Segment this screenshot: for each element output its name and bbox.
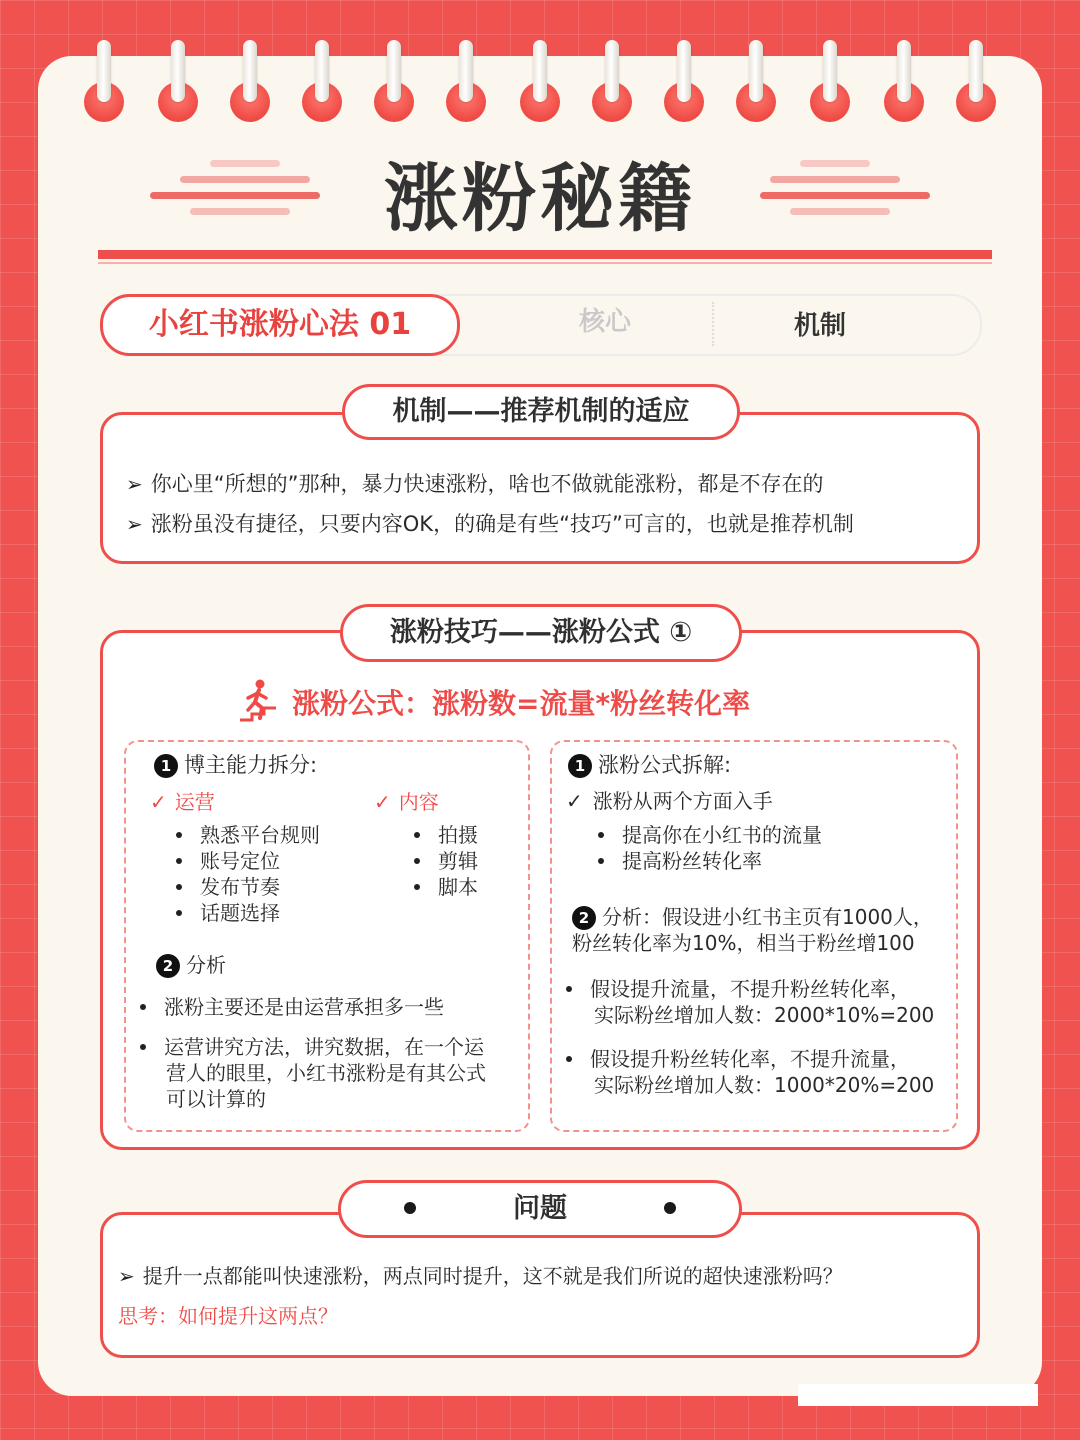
mechanism-line-2: ➢ 涨粉虽没有捷径，只要内容OK，的确是有些“技巧”可言的，也就是推荐机制 xyxy=(126,512,854,536)
aspect-item: 提高你在小红书的流量 xyxy=(598,822,822,848)
content-item: 脚本 xyxy=(414,874,478,900)
title-underline xyxy=(98,250,992,259)
left-analysis-title: 2 分析 xyxy=(156,952,226,978)
formula-heading: 涨粉技巧——涨粉公式 ① xyxy=(340,604,742,662)
two-aspects: ✓ 涨粉从两个方面入手 xyxy=(566,789,773,813)
left-analysis-item-cont: 可以计算的 xyxy=(166,1087,266,1111)
formula-text: 涨粉公式：涨粉数=流量*粉丝转化率 xyxy=(292,687,751,720)
spiral-ring xyxy=(302,40,342,120)
tab-divider xyxy=(712,302,714,346)
spiral-ring xyxy=(446,40,486,120)
right-analysis-line-2: 粉丝转化率为10%，相当于粉丝增100 xyxy=(572,931,915,955)
title-right-decoration xyxy=(760,160,930,220)
case-1-line-1: 假设提升流量，不提升粉丝转化率， xyxy=(566,976,910,1002)
heading-dot-left xyxy=(404,1202,416,1214)
list-arrow-icon: ➢ xyxy=(118,1264,135,1288)
right-analysis-line-1: 2 分析：假设进小红书主页有1000人， xyxy=(572,904,933,930)
content-item: 拍摄 xyxy=(414,822,478,848)
content-item: 剪辑 xyxy=(414,848,478,874)
ops-item: 发布节奏 xyxy=(176,874,280,900)
aspect-item: 提高粉丝转化率 xyxy=(598,848,762,874)
spiral-ring xyxy=(84,40,124,120)
think-line: 思考：如何提升这两点？ xyxy=(118,1304,338,1328)
left-analysis-item: 涨粉主要还是由运营承担多一些 xyxy=(140,994,444,1020)
formula-breakdown-title: 1 涨粉公式拆解: xyxy=(568,752,731,778)
tab-main-heading[interactable]: 小红书涨粉心法 01 xyxy=(100,294,460,356)
ops-item: 熟悉平台规则 xyxy=(176,822,320,848)
mechanism-line-1: ➢ 你心里“所想的”那种，暴力快速涨粉，啥也不做就能涨粉，都是不存在的 xyxy=(126,472,824,496)
spiral-ring xyxy=(374,40,414,120)
list-arrow-icon: ➢ xyxy=(126,512,143,536)
heading-dot-right xyxy=(664,1202,676,1214)
mechanism-heading: 机制——推荐机制的适应 xyxy=(342,384,740,440)
spiral-ring xyxy=(810,40,850,120)
question-heading: 问题 xyxy=(338,1180,742,1238)
ops-title: ✓ 运营 xyxy=(150,790,215,814)
spiral-ring xyxy=(592,40,632,120)
case-1-line-2: 实际粉丝增加人数：2000*10%=200 xyxy=(594,1003,935,1027)
left-analysis-item: 运营讲究方法，讲究数据，在一个运 xyxy=(140,1034,484,1060)
spiral-ring xyxy=(520,40,560,120)
ops-item: 话题选择 xyxy=(176,900,280,926)
page-title: 涨粉秘籍 xyxy=(384,156,696,242)
list-arrow-icon: ➢ xyxy=(126,472,143,496)
tab-mechanism[interactable]: 机制 xyxy=(793,311,846,341)
content-title: ✓ 内容 xyxy=(374,790,439,814)
tab-core[interactable]: 核心 xyxy=(578,307,631,337)
stairs-runner-icon xyxy=(238,678,278,722)
spiral-ring xyxy=(884,40,924,120)
case-2-line-1: 假设提升粉丝转化率，不提升流量， xyxy=(566,1046,910,1072)
spiral-ring xyxy=(736,40,776,120)
title-underline-thin xyxy=(98,262,992,264)
question-line: ➢ 提升一点都能叫快速涨粉，两点同时提升，这不就是我们所说的超快速涨粉吗？ xyxy=(118,1264,843,1288)
spiral-ring xyxy=(230,40,270,120)
spiral-ring xyxy=(664,40,704,120)
case-2-line-2: 实际粉丝增加人数：1000*20%=200 xyxy=(594,1073,935,1097)
ops-item: 账号定位 xyxy=(176,848,280,874)
ability-title: 1 博主能力拆分: xyxy=(154,752,317,778)
spiral-ring xyxy=(956,40,996,120)
spiral-ring xyxy=(158,40,198,120)
left-analysis-item-cont: 营人的眼里，小红书涨粉是有其公式 xyxy=(166,1061,486,1085)
bottom-strip xyxy=(798,1384,1038,1406)
